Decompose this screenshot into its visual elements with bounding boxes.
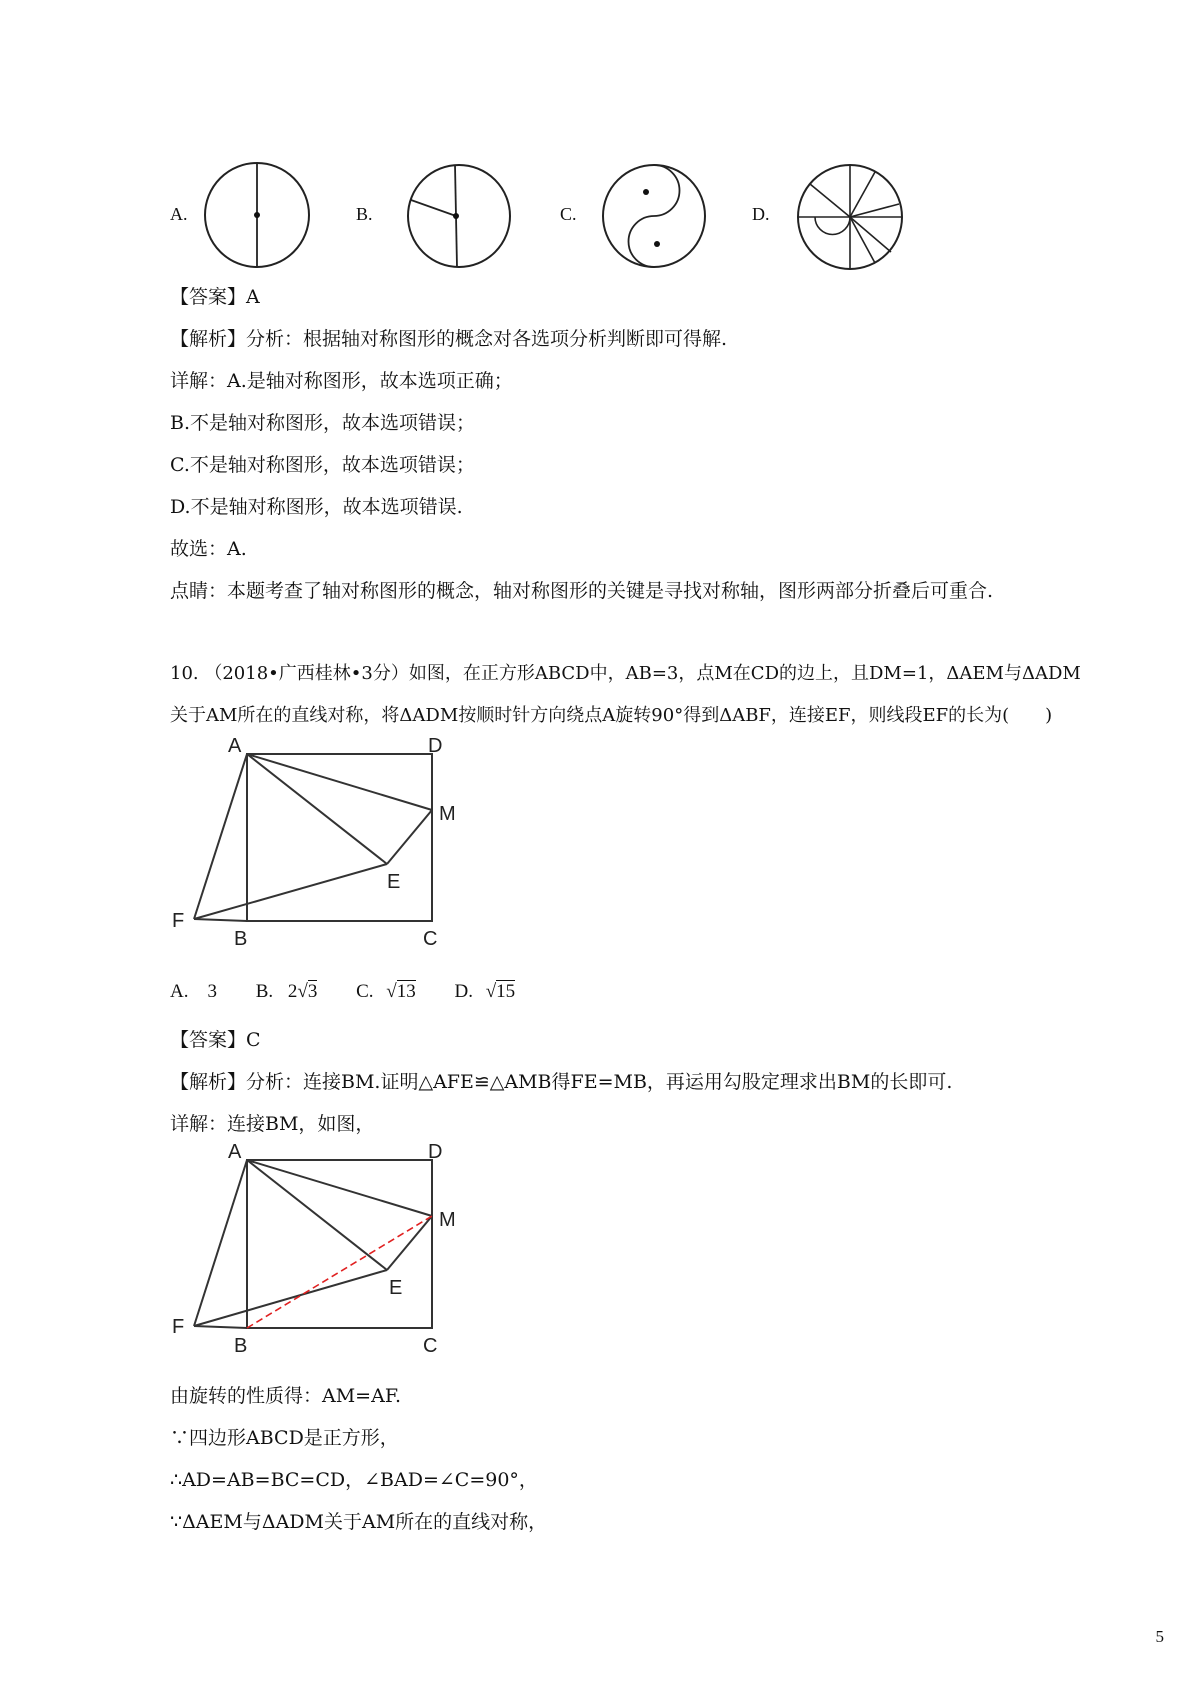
q10-stem-line1: 10. （2018•广西桂林•3分）如图，在正方形ABCD中，AB=3，点M在CD的边上，且DM=1，ΔAEM与ΔADM: [170, 663, 1081, 684]
option-c-figure: [600, 162, 708, 270]
choice-d-label: D.: [454, 981, 473, 1002]
choice-c-radicand: 13: [396, 981, 416, 1002]
option-c-label: C.: [560, 204, 577, 224]
segment-ae: [247, 1160, 387, 1270]
q9-detail-c: C.不是轴对称图形，故本选项错误；: [170, 454, 475, 476]
label-d: D: [428, 1141, 443, 1163]
page-number: 5: [1155, 1627, 1164, 1646]
sqrt-icon: √: [485, 981, 497, 1002]
choice-b-coef: 2: [287, 981, 298, 1002]
q10-detail: 详解：连接BM，如图，: [170, 1113, 375, 1135]
label-d: D: [428, 738, 443, 757]
option-a-label: A.: [170, 204, 188, 224]
segment-fb: [194, 919, 247, 921]
q9-answer: 【答案】A: [170, 286, 260, 308]
choice-c-label: C.: [356, 981, 374, 1002]
choice-a: A. 3: [170, 981, 217, 1002]
q9-analysis: 【解析】分析：根据轴对称图形的概念对各选项分析判断即可得解.: [170, 328, 728, 350]
choice-b-radicand: 3: [307, 981, 318, 1002]
q9-choice: 故选：A.: [170, 538, 247, 560]
label-e: E: [387, 871, 401, 893]
label-b: B: [234, 1335, 248, 1357]
segment-fb: [194, 1326, 247, 1328]
label-f: F: [172, 910, 185, 932]
q9-detail-a: 详解：A.是轴对称图形，故本选项正确；: [170, 370, 513, 392]
q10-answer: 【答案】C: [170, 1029, 261, 1051]
segment-am: [247, 1160, 432, 1216]
q10-analysis: 【解析】分析：连接BM.证明△AFE≌△AMB得FE=MB，再运用勾股定理求出BM的长即可.: [170, 1071, 953, 1093]
label-m: M: [439, 1209, 456, 1231]
choice-b-label: B.: [255, 981, 274, 1002]
q10-figure-1: [150, 738, 470, 968]
label-b: B: [234, 928, 248, 950]
q9-detail-b: B.不是轴对称图形，故本选项错误；: [170, 412, 476, 434]
q10-step-3: ∴AD=AB=BC=CD，∠BAD=∠C=90°，: [170, 1469, 538, 1491]
q10-step-4: ∵ΔAEM与ΔADM关于AM所在的直线对称，: [170, 1511, 548, 1533]
q10-step-1: 由旋转的性质得：AM=AF.: [170, 1385, 402, 1407]
segment-af: [194, 754, 247, 919]
option-d-label: D.: [752, 204, 770, 224]
segment-fe: [194, 1270, 387, 1326]
segment-ae: [247, 754, 387, 864]
segment-em: [387, 810, 432, 864]
segment-em: [387, 1216, 432, 1270]
option-b-figure: [405, 162, 513, 270]
label-f: F: [172, 1316, 185, 1338]
segment-am: [247, 754, 432, 810]
q10-figure-2: [150, 1140, 470, 1370]
label-c: C: [423, 928, 438, 950]
option-a-figure: [202, 160, 312, 270]
label-a: A: [228, 738, 242, 757]
choice-d-radicand: 15: [496, 981, 516, 1002]
label-c: C: [423, 1335, 438, 1357]
label-a: A: [228, 1141, 242, 1163]
q9-comment: 点睛：本题考查了轴对称图形的概念，轴对称图形的关键是寻找对称轴，图形两部分折叠后可重合.: [170, 580, 994, 602]
sqrt-icon: √: [297, 981, 308, 1002]
label-e: E: [389, 1277, 403, 1299]
option-d-figure: [795, 162, 905, 272]
segment-fe: [194, 864, 387, 919]
q10-choices: [170, 976, 515, 1003]
q10-step-2: ∵四边形ABCD是正方形，: [170, 1427, 399, 1449]
q10-stem-line2: 关于AM所在的直线对称，将ΔADM按顺时针方向绕点A旋转90°得到ΔABF，连接EF，则线段EF的长为( ): [170, 705, 1053, 726]
label-m: M: [439, 803, 456, 825]
q9-detail-d: D.不是轴对称图形，故本选项错误.: [170, 496, 463, 518]
segment-af: [194, 1160, 247, 1326]
sqrt-icon: √: [386, 981, 397, 1002]
option-b-label: B.: [356, 204, 373, 224]
